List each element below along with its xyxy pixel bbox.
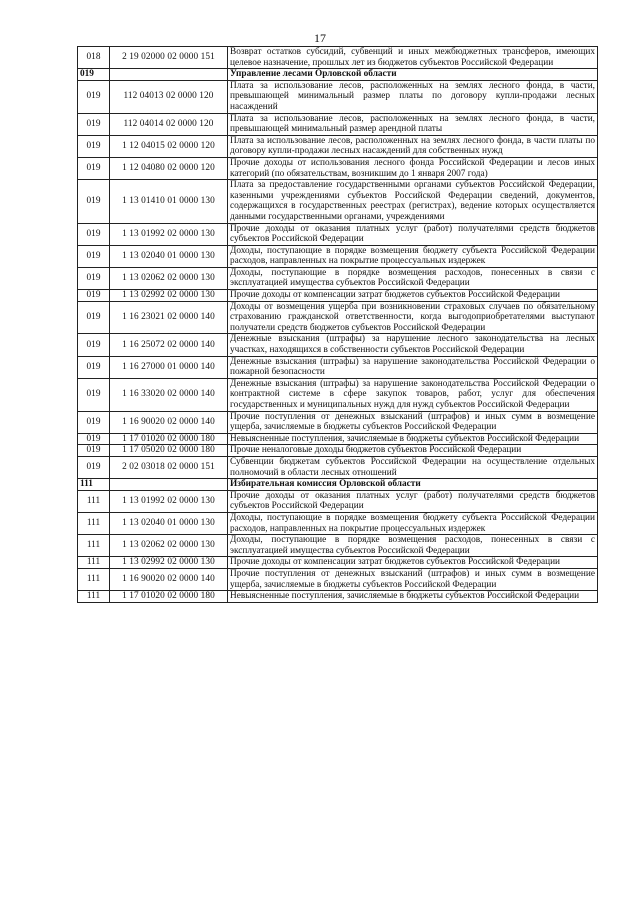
table-row [78, 378, 598, 411]
revenue-name-cell: Прочие доходы от оказания платных услуг (работ) получателями средств бюджетов субъектов Российской Федерации [228, 223, 598, 245]
table-row [78, 113, 598, 135]
admin-code-cell: 111 [78, 479, 110, 491]
table-row [78, 535, 598, 557]
table-row [78, 433, 598, 445]
revenue-code-cell: 1 13 02040 01 0000 130 [110, 245, 228, 267]
admin-code-cell: 019 [78, 378, 110, 411]
revenue-code-cell: 1 16 33020 02 0000 140 [110, 378, 228, 411]
revenue-name-cell: Прочие доходы от компенсации затрат бюджетов субъектов Российской Федерации [228, 290, 598, 302]
table-row [78, 223, 598, 245]
admin-code-cell: 019 [78, 356, 110, 378]
table-row [78, 568, 598, 590]
revenue-name-cell: Невыясненные поступления, зачисляемые в бюджеты субъектов Российской Федерации [228, 433, 598, 445]
revenue-code-cell: 1 13 02062 02 0000 130 [110, 267, 228, 289]
admin-code-cell: 019 [78, 433, 110, 445]
admin-code-cell: 019 [78, 267, 110, 289]
revenue-name-cell: Доходы, поступающие в порядке возмещения бюджету субъекта Российской Федерации расходов, направленных на покрытие процессуальных издержек [228, 245, 598, 267]
revenue-name-cell: Доходы, поступающие в порядке возмещения расходов, понесенных в связи с эксплуатацией имущества субъектов Российской Федерации [228, 267, 598, 289]
admin-code-cell: 111 [78, 535, 110, 557]
revenue-name-cell: Прочие доходы от компенсации затрат бюджетов субъектов Российской Федерации [228, 557, 598, 569]
revenue-code-cell: 1 13 02040 01 0000 130 [110, 512, 228, 534]
revenue-code-cell: 1 16 25072 02 0000 140 [110, 334, 228, 356]
table-row [78, 557, 598, 569]
table-row [78, 180, 598, 223]
revenue-code-cell: 2 02 03018 02 0000 151 [110, 456, 228, 478]
table-row [78, 445, 598, 457]
revenue-name-cell: Плата за использование лесов, расположенных на землях лесного фонда, в части, превышающей минимальный размер арендной платы [228, 113, 598, 135]
revenue-code-cell: 2 19 02000 02 0000 151 [110, 47, 228, 69]
revenue-name-cell: Доходы от возмещения ущерба при возникновении страховых случаев по обязательному страхованию гражданской ответственности, когда выгодоприобретателями выступают получатели средств бюджетов субъектов Российской Федерации [228, 301, 598, 334]
table-row [78, 301, 598, 334]
admin-code-cell: 111 [78, 490, 110, 512]
table-row [78, 267, 598, 289]
revenue-name-cell: Невыясненные поступления, зачисляемые в бюджеты субъектов Российской Федерации [228, 591, 598, 603]
admin-code-cell: 019 [78, 411, 110, 433]
table-row [78, 591, 598, 603]
revenue-code-cell: 1 16 90020 02 0000 140 [110, 568, 228, 590]
admin-code-cell: 111 [78, 512, 110, 534]
admin-code-cell: 019 [78, 113, 110, 135]
revenue-name-cell: Прочие поступления от денежных взысканий (штрафов) и иных сумм в возмещение ущерба, зачисляемые в бюджеты субъектов Российской Федерации [228, 411, 598, 433]
revenue-name-cell: Денежные взыскания (штрафы) за нарушение лесного законодательства на лесных участках, находящихся в собственности субъектов Российской Федерации [228, 334, 598, 356]
revenue-name-cell: Субвенции бюджетам субъектов Российской Федерации на осуществление отдельных полномочий в области лесных отношений [228, 456, 598, 478]
admin-code-cell: 019 [78, 456, 110, 478]
revenue-code-cell: 112 04013 02 0000 120 [110, 80, 228, 113]
admin-code-cell: 019 [78, 290, 110, 302]
admin-code-cell: 018 [78, 47, 110, 69]
revenue-name-cell: Доходы, поступающие в порядке возмещения бюджету субъекта Российской Федерации расходов, направленных на покрытие процессуальных издержек [228, 512, 598, 534]
revenue-code-cell: 1 17 05020 02 0000 180 [110, 445, 228, 457]
page-number: 17 [314, 31, 326, 45]
admin-code-cell: 111 [78, 591, 110, 603]
revenue-code-cell [110, 479, 228, 491]
revenue-code-cell: 1 17 01020 02 0000 180 [110, 591, 228, 603]
revenue-code-cell: 1 12 04080 02 0000 120 [110, 157, 228, 179]
table-row [78, 157, 598, 179]
admin-code-cell: 019 [78, 180, 110, 223]
revenue-name-cell: Прочие поступления от денежных взысканий (штрафов) и иных сумм в возмещение ущерба, зачисляемые в бюджеты субъектов Российской Федерации [228, 568, 598, 590]
table-row [78, 135, 598, 157]
table-row [78, 456, 598, 478]
section-row [78, 479, 598, 491]
revenue-code-cell: 1 13 01992 02 0000 130 [110, 490, 228, 512]
revenue-code-cell: 1 13 01410 01 0000 130 [110, 180, 228, 223]
revenue-code-cell: 1 13 02992 02 0000 130 [110, 557, 228, 569]
revenue-name-cell: Прочие неналоговые доходы бюджетов субъектов Российской Федерации [228, 445, 598, 457]
revenue-name-cell: Избирательная комиссия Орловской области [228, 479, 598, 491]
table-row [78, 47, 598, 69]
admin-code-cell: 019 [78, 223, 110, 245]
revenue-name-cell: Плата за предоставление государственными органами субъектов Российской Федерации, казенными учреждениями субъектов Российской Федерации сведений, документов, содержащихся в государственных реестрах (регистрах), ведение которых осуществляется данными государственными органами, учреждениями [228, 180, 598, 223]
revenue-code-cell: 1 16 90020 02 0000 140 [110, 411, 228, 433]
revenue-code-cell [110, 69, 228, 81]
revenue-name-cell: Прочие доходы от использования лесного фонда Российской Федерации и лесов иных категорий (по обязательствам, возникшим до 1 января 2007 года) [228, 157, 598, 179]
revenue-codes-table-body [78, 47, 598, 603]
admin-code-cell: 019 [78, 80, 110, 113]
admin-code-cell: 111 [78, 568, 110, 590]
revenue-name-cell: Денежные взыскания (штрафы) за нарушение законодательства Российской Федерации о контрактной системе в сфере закупок товаров, работ, услуг для обеспечения государственных и муниципальных нужд для нужд субъектов Российской Федерации [228, 378, 598, 411]
revenue-code-cell: 1 13 02062 02 0000 130 [110, 535, 228, 557]
revenue-name-cell: Возврат остатков субсидий, субвенций и иных межбюджетных трансферов, имеющих целевое назначение, прошлых лет из бюджетов субъектов Российской Федерации [228, 47, 598, 69]
admin-code-cell: 019 [78, 445, 110, 457]
admin-code-cell: 019 [78, 135, 110, 157]
admin-code-cell: 019 [78, 69, 110, 81]
revenue-code-cell: 112 04014 02 0000 120 [110, 113, 228, 135]
table-row [78, 80, 598, 113]
revenue-name-cell: Прочие доходы от оказания платных услуг (работ) получателями средств бюджетов субъектов Российской Федерации [228, 490, 598, 512]
table-row [78, 290, 598, 302]
admin-code-cell: 019 [78, 334, 110, 356]
revenue-name-cell: Плата за использование лесов, расположенных на землях лесного фонда, в части, превышающей минимальный размер платы по договору купли-продажи лесных насаждений [228, 80, 598, 113]
table-row [78, 356, 598, 378]
revenue-name-cell: Доходы, поступающие в порядке возмещения расходов, понесенных в связи с эксплуатацией имущества субъектов Российской Федерации [228, 535, 598, 557]
table-row [78, 512, 598, 534]
revenue-code-cell: 1 12 04015 02 0000 120 [110, 135, 228, 157]
revenue-name-cell: Управление лесами Орловской области [228, 69, 598, 81]
admin-code-cell: 111 [78, 557, 110, 569]
table-row [78, 490, 598, 512]
revenue-code-cell: 1 16 23021 02 0000 140 [110, 301, 228, 334]
revenue-name-cell: Плата за использование лесов, расположенных на землях лесного фонда, в части платы по договору купли-продажи лесных насаждений для собственных нужд [228, 135, 598, 157]
admin-code-cell: 019 [78, 245, 110, 267]
table-row [78, 334, 598, 356]
revenue-code-cell: 1 16 27000 01 0000 140 [110, 356, 228, 378]
table-row [78, 245, 598, 267]
admin-code-cell: 019 [78, 301, 110, 334]
section-row [78, 69, 598, 81]
revenue-code-cell: 1 17 01020 02 0000 180 [110, 433, 228, 445]
revenue-code-cell: 1 13 02992 02 0000 130 [110, 290, 228, 302]
table-row [78, 411, 598, 433]
revenue-code-cell: 1 13 01992 02 0000 130 [110, 223, 228, 245]
revenue-codes-table [77, 46, 598, 603]
revenue-name-cell: Денежные взыскания (штрафы) за нарушение законодательства Российской Федерации о пожарной безопасности [228, 356, 598, 378]
admin-code-cell: 019 [78, 157, 110, 179]
